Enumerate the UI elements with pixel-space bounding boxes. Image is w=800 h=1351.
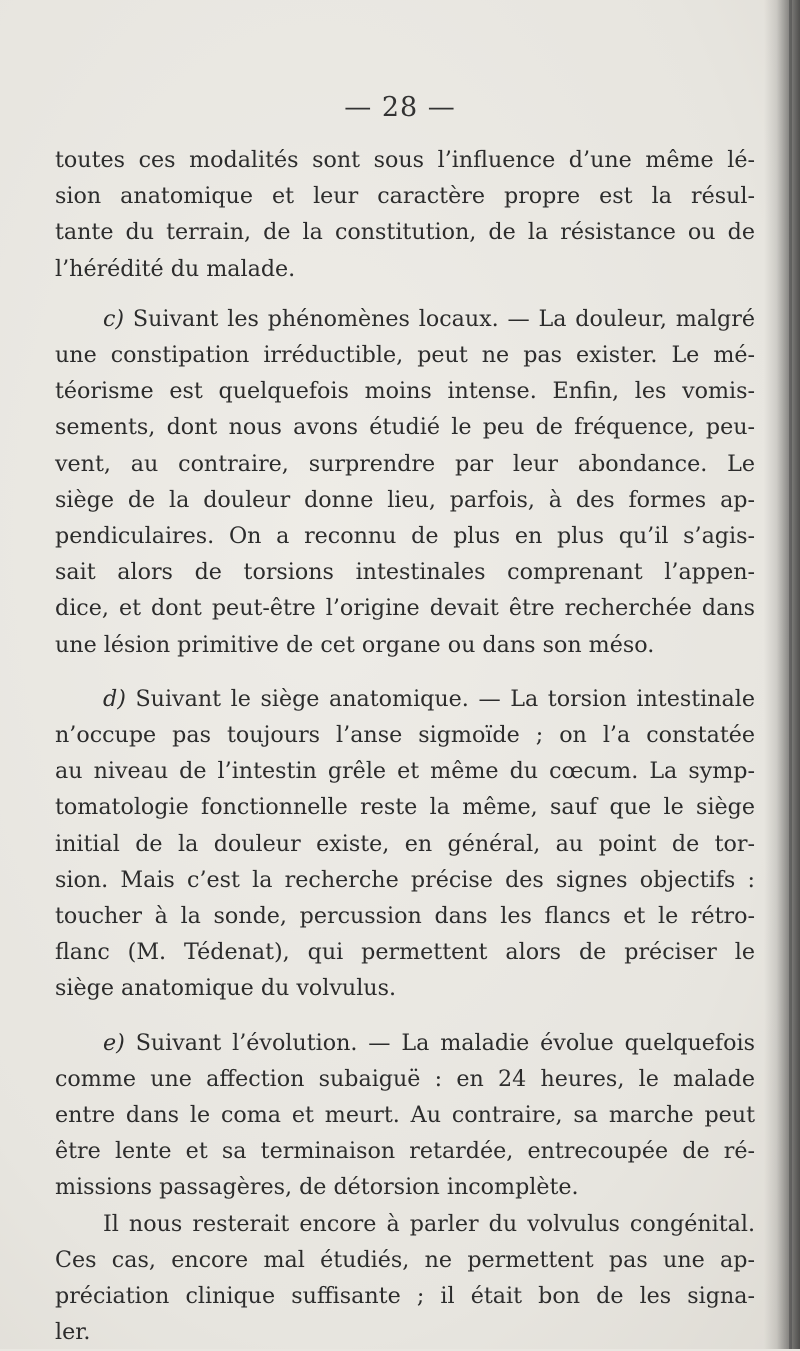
text-line: une constipation irréductible, peut ne pas exister. Le mé-	[55, 342, 755, 369]
text-line: téorisme est quelquefois moins intense. Enfin, les vomis-	[55, 378, 755, 405]
text-line	[55, 301, 755, 337]
text-line	[55, 681, 755, 717]
section-letter: d)	[103, 685, 126, 712]
text-line: sion. Mais c’est la recherche précise des signes objectifs :	[55, 866, 755, 893]
text-line: ler.	[55, 1319, 91, 1346]
paragraph-final	[55, 1206, 755, 1351]
paragraph-e	[55, 1025, 755, 1206]
text-line: siège anatomique du volvulus.	[55, 975, 397, 1002]
text-line: au niveau de l’intestin grêle et même du cœcum. La symp-	[55, 758, 755, 785]
page-number: — 28 —	[344, 92, 456, 123]
section-heading-line: Suivant le siège anatomique. — La torsion intestinale	[125, 685, 755, 712]
page-edge-line	[789, 0, 792, 1349]
text-line: tomatologie fonctionnelle reste la même, sauf que le siège	[55, 794, 755, 821]
text-line: être lente et sa terminaison retardée, entrecoupée de ré-	[55, 1138, 755, 1165]
paragraph-d	[55, 681, 755, 1007]
text-line: Il nous resterait encore à parler du volvulus congénital.	[103, 1210, 755, 1237]
text-line: une lésion primitive de cet organe ou dans son méso.	[55, 631, 655, 658]
text-line: toutes ces modalités sont sous l’influence d’une même lé-	[55, 147, 755, 173]
text-line: préciation clinique suffisante ; il était bon de les signa-	[55, 1283, 755, 1310]
text-line	[55, 1025, 755, 1061]
text-line: Ces cas, encore mal étudiés, ne permettent pas une ap-	[55, 1246, 755, 1273]
section-heading-line: Suivant les phénomènes locaux. — La douleur, malgré	[124, 305, 755, 332]
text-line: comme une affection subaiguë : en 24 heures, le malade	[55, 1065, 755, 1092]
text-line: sion anatomique et leur caractère propre est la résul-	[55, 183, 755, 210]
paragraph-c	[55, 301, 755, 663]
text-line: sait alors de torsions intestinales comprenant l’appen-	[55, 559, 755, 586]
text-line: initial de la douleur existe, en général, au point de tor-	[55, 830, 755, 857]
text-line: dice, et dont peut-être l’origine devait être recherchée dans	[55, 595, 755, 622]
page-edge-shadow	[764, 0, 800, 1349]
section-letter: e)	[103, 1029, 125, 1056]
paragraph-continuation	[55, 142, 755, 287]
text-line: l’hérédité du malade.	[55, 255, 296, 282]
section-letter: c)	[103, 305, 125, 332]
text-line: pendiculaires. On a reconnu de plus en plus qu’il s’agis-	[55, 523, 755, 550]
text-line: siège de la douleur donne lieu, parfois, à des formes ap-	[55, 486, 755, 513]
text-line: tante du terrain, de la constitution, de la résistance ou de	[55, 219, 755, 246]
text-line: toucher à la sonde, percussion dans les flancs et le rétro-	[55, 903, 755, 930]
text-line: missions passagères, de détorsion incomplète.	[55, 1174, 579, 1201]
text-line: sements, dont nous avons étudié le peu de fréquence, peu-	[55, 414, 755, 441]
text-line: flanc (M. Tédenat), qui permettent alors de préciser le	[55, 939, 755, 966]
text-line: vent, au contraire, surprendre par leur abondance. Le	[55, 450, 755, 477]
text-line: n’occupe pas toujours l’anse sigmoïde ; on l’a constatée	[55, 722, 755, 749]
body-text	[55, 142, 755, 1351]
section-heading-line: Suivant l’évolution. — La maladie évolue quelquefois	[124, 1029, 755, 1056]
text-line: entre dans le coma et meurt. Au contraire, sa marche peut	[55, 1102, 755, 1129]
